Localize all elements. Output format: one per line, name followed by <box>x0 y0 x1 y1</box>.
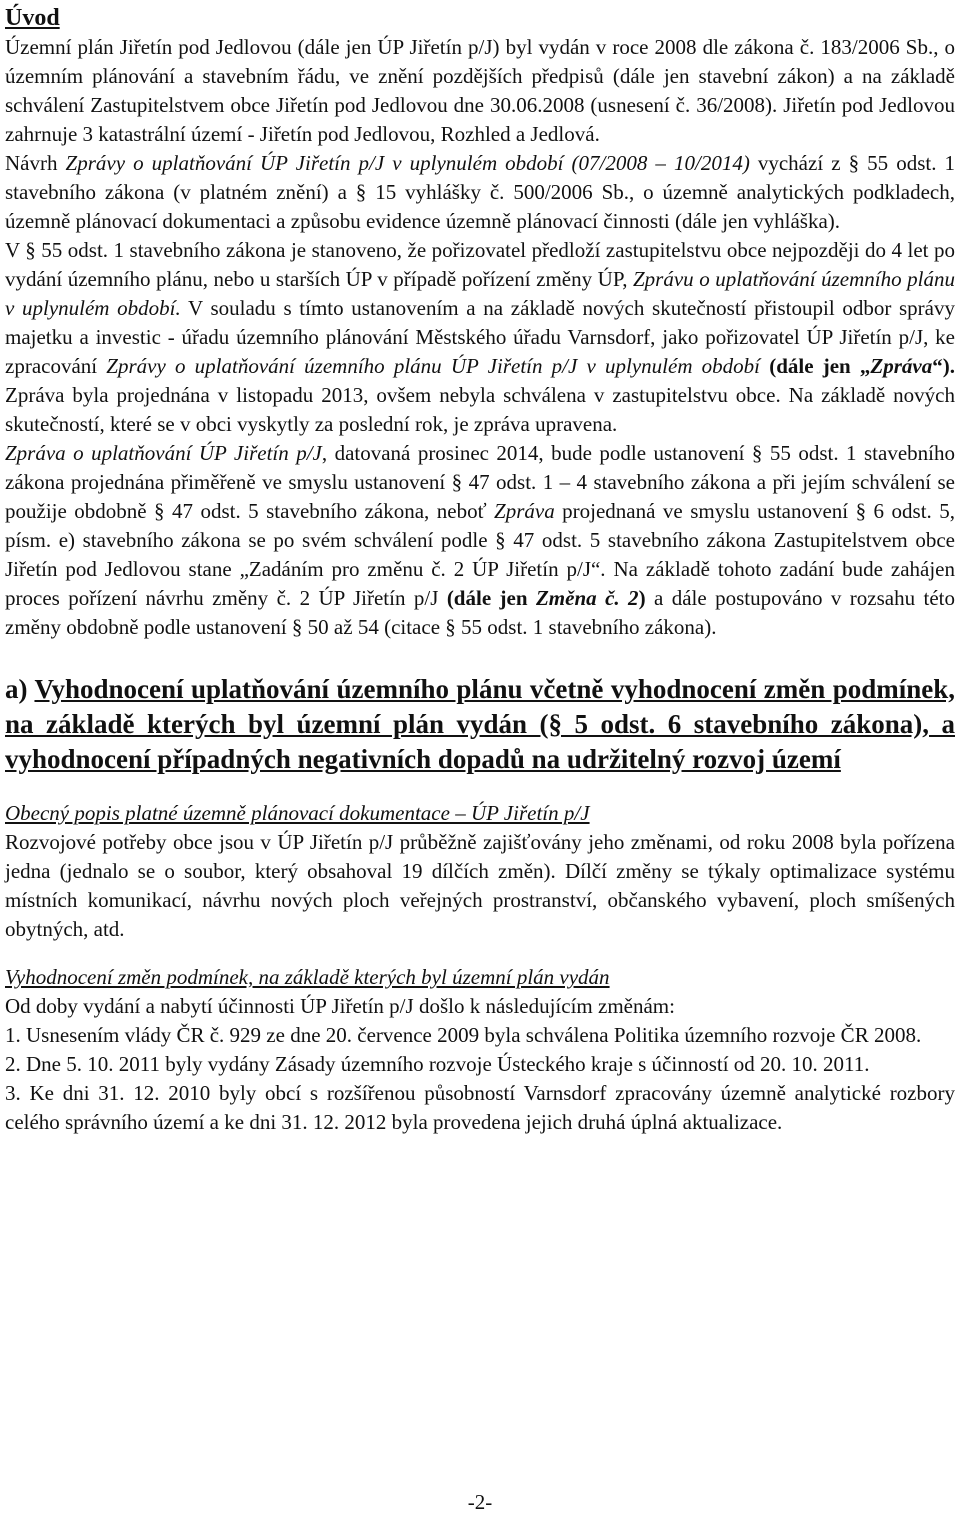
intro-paragraph-2 <box>5 149 955 236</box>
text-run: (dále jen „ <box>769 354 871 378</box>
intro-heading: Úvod <box>5 5 60 31</box>
subsection-1-heading: Obecný popis platné územně plánovací dokumentace – ÚP Jiřetín p/J <box>5 801 590 825</box>
text-run: Návrh <box>5 151 66 175</box>
list-item: 2. Dne 5. 10. 2011 byly vydány Zásady územního rozvoje Ústeckého kraje s účinností od 20. 10. 2011. <box>5 1052 870 1076</box>
text-run: Zpráva <box>870 354 933 378</box>
text-run: Zprávu o uplatňování územního plánu v uplynulém období. <box>5 267 955 320</box>
text-run: a dále postupováno v rozsahu této změny obdobně podle ustanovení § 50 až 54 (citace § 55 odst. 1 stavebního zákona). <box>5 586 956 639</box>
text-run: Územní plán Jiřetín pod Jedlovou (dále jen ÚP Jiřetín p/J) byl vydán v roce 2008 dle zákona č. 183/2006 Sb., o územním plánování a stavebním řádu, ve znění pozdějších předpisů (dále jen stavební zákon) a na základě schválení Zastupitelstvem obce Jiřetín pod Jedlovou dne 30.06.2008 (usnesení č. 36/2008). Jiřetín pod Jedlovou zahrnuje 3 katastrální území - Jiřetín pod Jedlovou, Rozhled a Jedlová. <box>5 35 955 146</box>
section-a-heading <box>5 672 955 777</box>
text-run: , datovaná prosinec 2014, bude podle ustanovení § 55 odst. 1 stavebního zákona projednána přiměřeně ve smyslu ustanovení § 47 odst. 1 – 4 stavebního zákona a při jejím schválení se použije obdobně § 47 odst. 5 stavebního zákona, neboť <box>5 441 955 523</box>
text-run: V souladu s tímto ustanovením a na základě nových skutečností přistoupil odbor správy majetku a investic - úřadu územního plánování Městského úřadu Varnsdorf, jako pořizovatel ÚP Jiřetín p/J, ke zpracování <box>5 296 955 378</box>
text-run: Změna č. 2 <box>535 586 639 610</box>
text-run: Zprávy o uplatňování ÚP Jiřetín p/J v uplynulém období (07/2008 – 10/2014) <box>65 151 750 175</box>
list-item: 3. Ke dni 31. 12. 2010 byly obcí s rozšířenou působností Varnsdorf zpracovány územně analytické rozbory celého správního území a ke dni 31. 12. 2012 byla provedena jejich druhá úplná aktualizace. <box>5 1081 955 1134</box>
text-run: ) <box>638 586 646 610</box>
text-run: Zpráva <box>494 499 555 523</box>
intro-paragraph-3 <box>5 236 955 439</box>
text-run: (dále jen <box>446 586 536 610</box>
text-run: Zpráva byla projednána v listopadu 2013, ovšem nebyla schválena v zastupitelstvu obce. Na základě nových skutečností, které se v obci vyskytly za poslední rok, je zpráva upravena. <box>5 383 955 436</box>
intro-paragraph-4 <box>5 439 955 642</box>
intro-paragraph-1 <box>5 33 955 149</box>
text-run: projednaná ve smyslu ustanovení § 6 odst. 5, písm. e) stavebního zákona se po svém schválení podle § 47 odst. 5 stavebního zákona Zastupitelstvem obce Jiřetín pod Jedlovou stane „Zadáním pro změnu č. 2 ÚP Jiřetín p/J“. Na základě tohoto zadání bude zahájen proces pořízení návrhu změny č. 2 ÚP Jiřetín p/J <box>5 499 955 610</box>
text-run <box>760 354 769 378</box>
section-a-label: a) <box>5 674 28 704</box>
text-run: Zprávy o uplatňování územního plánu ÚP Jiřetín p/J v uplynulém období <box>106 354 761 378</box>
text-run: Zpráva o uplatňování ÚP Jiřetín p/J <box>5 441 322 465</box>
text-run: “). <box>932 354 955 378</box>
section-a-title: Vyhodnocení uplatňování územního plánu včetně vyhodnocení změn podmínek, na základě kterých byl územní plán vydán (§ 5 odst. 6 stavebního zákona), a vyhodnocení případných negativních dopadů na udržitelný rozvoj území <box>5 674 956 774</box>
text-run: V § 55 odst. 1 stavebního zákona je stanoveno, že pořizovatel předloží zastupitelstvu obce nejpozději do 4 let po vydání územního plánu, nebo u starších ÚP v případě pořízení změny ÚP, <box>5 238 955 291</box>
text-run: vychází z § 55 odst. 1 stavebního zákona (v platném znění) a § 15 vyhlášky č. 500/2006 Sb., o územně analytických podkladech, územně plánovací dokumentaci a způsobu evidence územně plánovací činnosti (dále jen vyhláška). <box>5 151 955 233</box>
document-page <box>5 4 955 1137</box>
page-number: -2- <box>467 1490 493 1514</box>
subsection-1-text: Rozvojové potřeby obce jsou v ÚP Jiřetín p/J průběžně zajišťovány jeho změnami, od roku 2008 byla pořízena jedna (jednalo se o soubor, který obsahoval 19 dílčích změn). Dílčí změny se týkaly optimalizace systému místních komunikací, návrhu nových ploch veřejných prostranství, občanského vybavení, ploch smíšených obytných, atd. <box>5 830 955 941</box>
subsection-2-heading: Vyhodnocení změn podmínek, na základě kterých byl územní plán vydán <box>5 965 610 989</box>
subsection-2-intro: Od doby vydání a nabytí účinnosti ÚP Jiřetín p/J došlo k následujícím změnám: <box>5 994 675 1018</box>
list-item: 1. Usnesením vlády ČR č. 929 ze dne 20. července 2009 byla schválena Politika územního rozvoje ČR 2008. <box>5 1023 922 1047</box>
